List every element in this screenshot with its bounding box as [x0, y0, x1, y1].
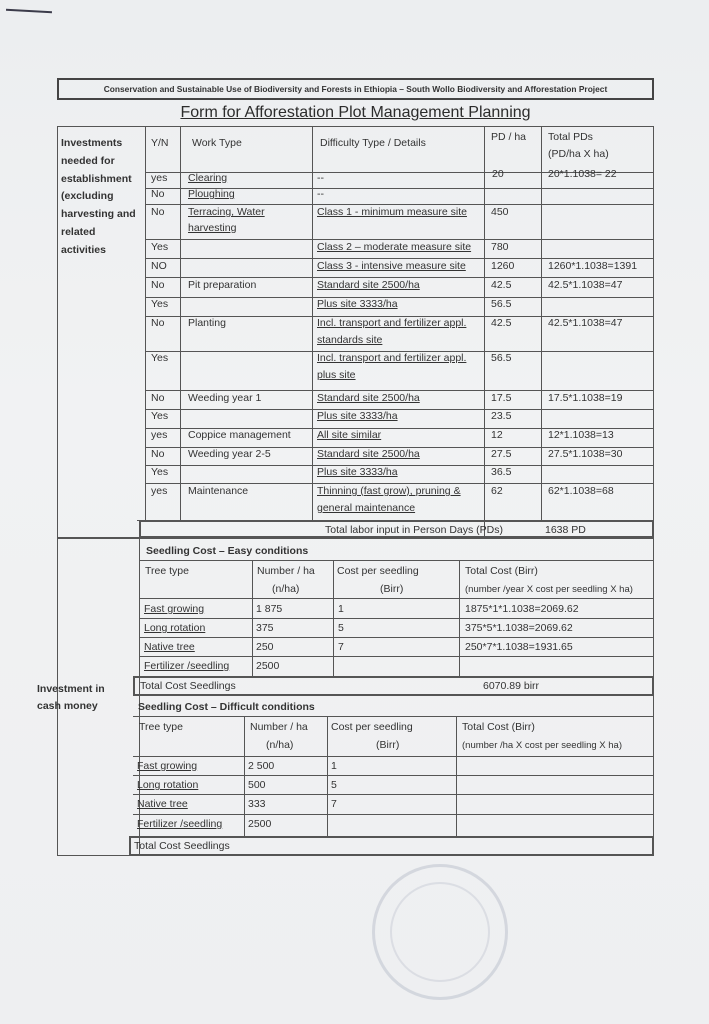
row-yn: yes — [151, 172, 168, 184]
easy-row-number: 250 — [256, 641, 274, 653]
row-detail-cont: standards site — [317, 334, 383, 346]
row-total: 17.5*1.1038=19 — [548, 392, 623, 404]
row-divider — [145, 297, 654, 298]
difficult-total-label: Total Cost Seedlings — [134, 840, 230, 852]
row-detail: Class 2 – moderate measure site — [317, 241, 472, 253]
row-work-type: Terracing, Water — [188, 206, 265, 218]
row-pd: 36.5 — [491, 466, 512, 478]
row-yn: yes — [151, 429, 168, 441]
row-total: 12*1.1038=13 — [548, 429, 614, 441]
row-work-type: Ploughing — [188, 188, 235, 200]
header-total-pds-formula: (PD/ha X ha) — [548, 148, 609, 160]
row-divider — [145, 390, 654, 391]
row-work-type: Weeding year 2-5 — [188, 448, 271, 460]
row-total: 27.5*1.1038=30 — [548, 448, 623, 460]
row-detail: -- — [317, 188, 324, 200]
column-divider — [459, 560, 460, 678]
easy-title-divider — [139, 560, 654, 561]
row-divider — [133, 814, 654, 815]
easy-header-cost: Cost per seedling — [337, 565, 419, 577]
row-detail: All site similar — [317, 429, 382, 441]
row-work-type: Weeding year 1 — [188, 392, 262, 404]
column-divider — [541, 126, 542, 520]
difficult-title-divider — [133, 716, 654, 717]
row-pd: 17.5 — [491, 392, 512, 404]
row-pd: 12 — [491, 429, 503, 441]
column-divider — [333, 560, 334, 678]
row-divider — [139, 598, 654, 599]
row-pd: 56.5 — [491, 298, 512, 310]
row-work-type: Pit preparation — [188, 279, 257, 291]
row-pd: 42.5 — [491, 279, 512, 291]
easy-row-type: Fast growing — [144, 603, 205, 615]
row-yn: No — [151, 448, 165, 460]
section-label-line: needed for — [61, 154, 115, 167]
row-work-type-cont: harvesting — [188, 222, 237, 234]
difficult-header-type: Tree type — [139, 721, 183, 733]
cash-section-label: Investment in — [37, 683, 105, 695]
row-detail: Standard site 2500/ha — [317, 279, 420, 291]
easy-row-cost: 7 — [338, 641, 344, 653]
easy-header-total: Total Cost (Birr) — [465, 565, 538, 577]
row-divider — [133, 756, 654, 757]
difficult-row-number: 2 500 — [248, 760, 275, 772]
easy-row-cost: 1 — [338, 603, 344, 615]
difficult-header-total-formula: (number /ha X cost per seedling X ha) — [462, 740, 623, 751]
row-yn: No — [151, 206, 165, 218]
row-divider — [139, 656, 654, 657]
project-header: Conservation and Sustainable Use of Biodiversity and Forests in Ethiopia – South Wollo Biodiversity and Afforestation Project — [57, 78, 654, 100]
row-divider — [145, 239, 654, 240]
labor-total-box — [139, 520, 654, 538]
difficult-header-cost: Cost per seedling — [331, 721, 413, 733]
form-title: Form for Afforestation Plot Management Planning — [180, 104, 531, 121]
row-detail: Thinning (fast grow), pruning & — [317, 485, 461, 497]
row-detail-cont: general maintenance — [317, 502, 416, 514]
difficult-seedling-title: Seedling Cost – Difficult conditions — [138, 701, 315, 713]
easy-row-type: Long rotation — [144, 622, 206, 634]
row-divider — [145, 409, 654, 410]
easy-total-value: 6070.89 birr — [483, 680, 540, 692]
easy-row-cost: 5 — [338, 622, 344, 634]
easy-row-type: Fertilizer /seedling — [144, 660, 230, 672]
column-divider — [327, 716, 328, 838]
row-work-type: Coppice management — [188, 429, 291, 441]
row-yn: Yes — [151, 410, 169, 422]
row-detail: Class 3 - intensive measure site — [317, 260, 466, 272]
difficult-row-cost: 5 — [331, 779, 337, 791]
section-label-line: establishment — [61, 172, 132, 185]
row-divider — [133, 794, 654, 795]
difficult-header-cost-unit: (Birr) — [376, 739, 400, 751]
easy-row-total: 375*5*1.1038=2069.62 — [465, 622, 573, 634]
row-total: 62*1.1038=68 — [548, 485, 614, 497]
difficult-row-type: Long rotation — [137, 779, 199, 791]
row-yn: NO — [151, 260, 167, 272]
section-label-line: related — [61, 226, 96, 238]
row-divider — [139, 637, 654, 638]
row-pd: 780 — [491, 241, 509, 253]
easy-row-type: Native tree — [144, 641, 195, 653]
row-yn: No — [151, 317, 165, 329]
row-detail: Incl. transport and fertilizer appl. — [317, 317, 467, 329]
row-yn: No — [151, 392, 165, 404]
difficult-row-type: Fast growing — [137, 760, 198, 772]
easy-total-label: Total Cost Seedlings — [140, 680, 236, 692]
row-work-type: Maintenance — [188, 485, 249, 497]
row-detail: -- — [317, 172, 324, 184]
easy-header-number-unit: (n/ha) — [272, 583, 300, 595]
easy-header-number: Number / ha — [257, 565, 315, 577]
row-total: 42.5*1.1038=47 — [548, 279, 623, 291]
difficult-row-cost: 7 — [331, 798, 337, 810]
difficult-header-number: Number / ha — [250, 721, 308, 733]
section-label-line: harvesting and — [61, 208, 136, 221]
difficult-row-type: Fertilizer /seedling — [137, 818, 223, 830]
row-work-type: Planting — [188, 317, 226, 329]
column-divider — [252, 560, 253, 678]
column-divider — [244, 716, 245, 838]
difficult-header-total: Total Cost (Birr) — [462, 721, 535, 733]
difficult-header-number-unit: (n/ha) — [266, 739, 294, 751]
row-divider — [133, 775, 654, 776]
cash-section-label: cash money — [37, 700, 98, 712]
row-pd: 450 — [491, 206, 509, 218]
column-divider — [145, 126, 146, 520]
difficult-row-type: Native tree — [137, 798, 188, 810]
row-pd: 27.5 — [491, 448, 512, 460]
row-pd: 20 — [492, 168, 504, 180]
header-difficulty: Difficulty Type / Details — [320, 137, 426, 149]
row-pd: 42.5 — [491, 317, 512, 329]
row-yn: No — [151, 279, 165, 291]
header-pd-ha: PD / ha — [491, 131, 527, 143]
row-detail: Standard site 2500/ha — [317, 392, 420, 404]
difficult-row-cost: 1 — [331, 760, 337, 772]
row-yn: Yes — [151, 466, 169, 478]
easy-row-total: 250*7*1.1038=1931.65 — [465, 641, 573, 653]
row-detail: Plus site 3333/ha — [317, 410, 398, 422]
row-divider — [139, 618, 654, 619]
easy-row-number: 2500 — [256, 660, 280, 672]
row-detail: Standard site 2500/ha — [317, 448, 420, 460]
column-divider — [456, 716, 457, 838]
row-divider — [145, 277, 654, 278]
row-divider — [145, 483, 654, 484]
official-stamp-inner-ring — [390, 882, 490, 982]
header-yn: Y/N — [151, 137, 169, 149]
row-pd: 1260 — [491, 260, 515, 272]
row-pd: 56.5 — [491, 352, 512, 364]
easy-row-number: 375 — [256, 622, 274, 634]
row-yn: No — [151, 188, 165, 200]
row-total: 20*1.1038= 22 — [548, 168, 617, 180]
row-yn: Yes — [151, 298, 169, 310]
row-detail: Plus site 3333/ha — [317, 466, 398, 478]
row-yn: Yes — [151, 352, 169, 364]
header-work-type: Work Type — [192, 137, 242, 149]
row-work-type: Clearing — [188, 172, 228, 184]
difficult-row-number: 500 — [248, 779, 266, 791]
row-total: 1260*1.1038=1391 — [548, 260, 638, 272]
header-total-pds: Total PDs — [548, 131, 593, 143]
easy-row-total: 1875*1*1.1038=2069.62 — [465, 603, 579, 615]
easy-header-type: Tree type — [145, 565, 189, 577]
row-detail: Plus site 3333/ha — [317, 298, 398, 310]
row-detail: Class 1 - minimum measure site — [317, 206, 467, 218]
labor-total-value: 1638 PD — [545, 524, 586, 536]
section-label-line: activities — [61, 243, 106, 256]
row-detail: Incl. transport and fertilizer appl. — [317, 352, 467, 364]
labor-total-label: Total labor input in Person Days (PDs) — [325, 524, 503, 536]
section-label-line: Investments — [61, 137, 123, 149]
row-divider — [145, 465, 654, 466]
easy-header-total-formula: (number /year X cost per seedling X ha) — [465, 584, 633, 595]
easy-header-cost-unit: (Birr) — [380, 583, 404, 595]
easy-seedling-title: Seedling Cost – Easy conditions — [146, 545, 309, 557]
difficult-row-number: 333 — [248, 798, 266, 810]
section-label-line: (excluding — [61, 190, 114, 203]
column-divider — [180, 126, 181, 520]
row-pd: 23.5 — [491, 410, 512, 422]
row-detail-cont: plus site — [317, 369, 356, 381]
column-divider — [312, 126, 313, 520]
row-yn: yes — [151, 485, 168, 497]
easy-row-number: 1 875 — [256, 603, 283, 615]
difficult-row-number: 2500 — [248, 818, 272, 830]
row-divider — [145, 258, 654, 259]
row-total: 42.5*1.1038=47 — [548, 317, 623, 329]
row-pd: 62 — [491, 485, 503, 497]
row-divider — [145, 204, 654, 205]
row-yn: Yes — [151, 241, 169, 253]
